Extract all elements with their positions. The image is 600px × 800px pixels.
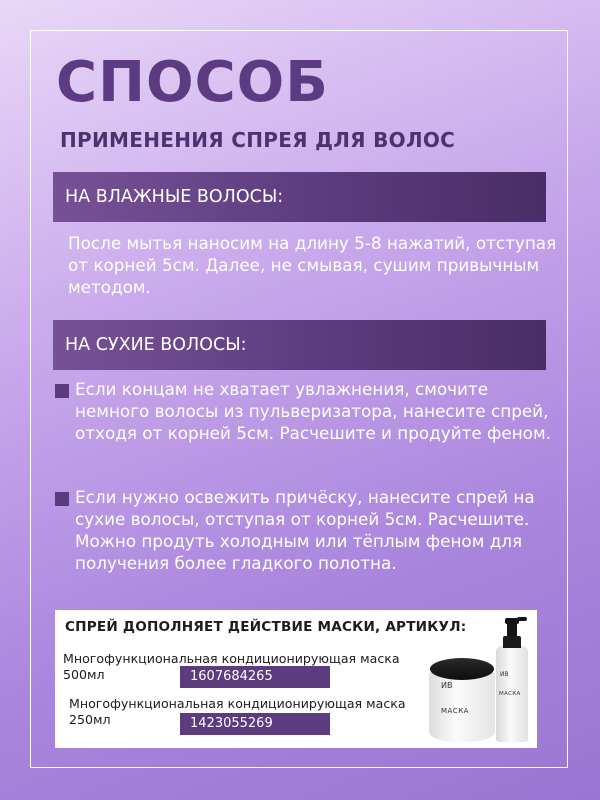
dry-hair-item	[55, 378, 567, 444]
jar-lid	[430, 658, 494, 680]
dry-hair-item	[55, 486, 567, 574]
dry-hair-heading: НА СУХИЕ ВОЛОСЫ:	[53, 320, 546, 370]
square-bullet-icon	[55, 384, 69, 398]
related-products-title: СПРЕЙ ДОПОЛНЯЕТ ДЕЙСТВИЕ МАСКИ, АРТИКУЛ:	[65, 619, 467, 635]
bottle-pump-nozzle	[517, 617, 527, 621]
bottle-pump-neck	[507, 624, 517, 636]
page-title: СПОСОБ	[56, 50, 329, 115]
product-name: Многофункциональная кондиционирующая маска 500мл	[63, 651, 400, 682]
dry-hair-item-text: Если концам не хватает увлажнения, смочите немного волосы из пульверизатора, нанесите спрей, отходя от корней 5см. Расчешите и продуйте феном.	[75, 379, 551, 443]
wet-hair-heading: НА ВЛАЖНЫЕ ВОЛОСЫ:	[53, 172, 546, 222]
bottle-cap	[503, 636, 521, 648]
bottle-label: МАСКА	[499, 691, 521, 697]
product-article-badge: 1423055269	[180, 713, 330, 735]
wet-hair-instructions: После мытья наносим на длину 5-8 нажатий, отступая от корней 5см. Далее, не смывая, сушим привычным методом.	[68, 233, 557, 297]
jar-brand-logo: ИВ	[441, 681, 453, 690]
page-subtitle: ПРИМЕНЕНИЯ СПРЕЯ ДЛЯ ВОЛОС	[60, 128, 456, 152]
related-products-panel	[55, 610, 537, 748]
product-article-badge: 1607684265	[180, 666, 330, 688]
bottle-brand-logo: ИВ	[500, 671, 509, 678]
dry-hair-item-text: Если нужно освежить причёску, нанесите спрей на сухие волосы, отступая от корней 5см. Расчешите. Можно продуть холодным или тёплым феном для получения более гладкого полотна.	[75, 487, 535, 573]
mask-bottle-image	[496, 646, 528, 742]
jar-label: МАСКА	[441, 707, 469, 715]
product-name: Многофункциональная кондиционирующая маска 250мл	[69, 696, 406, 727]
square-bullet-icon	[55, 492, 69, 506]
